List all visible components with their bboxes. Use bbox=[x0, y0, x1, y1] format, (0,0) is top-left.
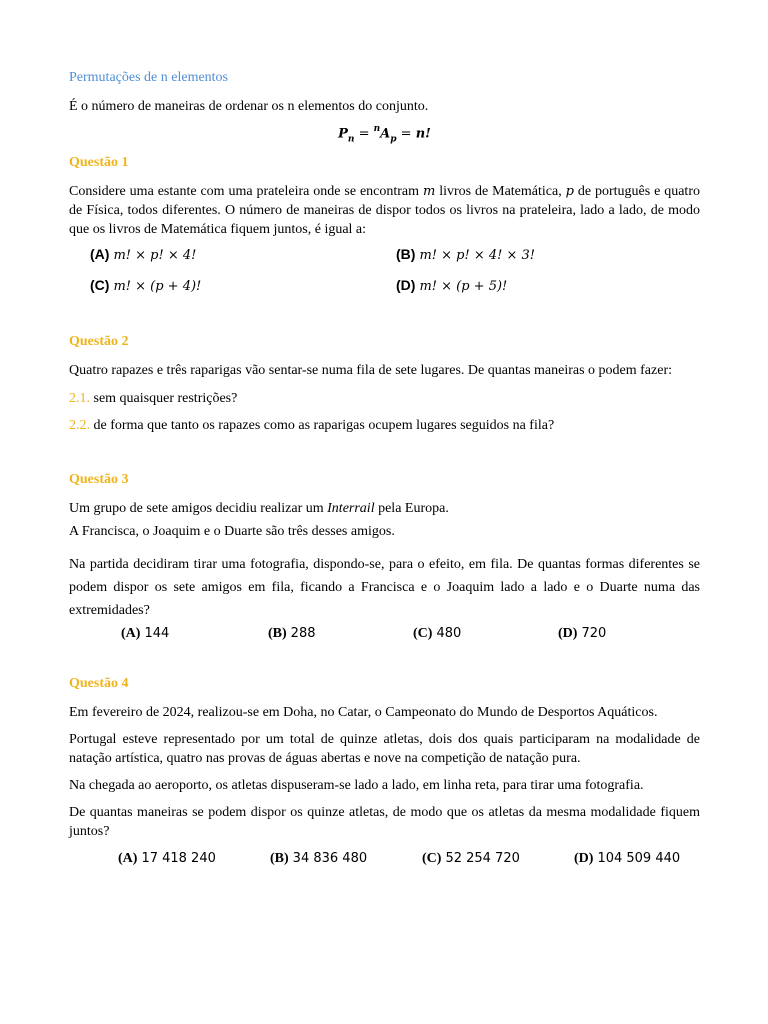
question-3-line-1 bbox=[69, 499, 449, 518]
option-label: (A) bbox=[121, 626, 141, 641]
q3-option-b[interactable] bbox=[268, 624, 316, 642]
q4-option-a[interactable] bbox=[118, 849, 216, 867]
option-label: (D) bbox=[558, 626, 578, 641]
option-label: (B) bbox=[396, 246, 416, 262]
option-value: 17 418 240 bbox=[141, 851, 216, 866]
option-value: 104 509 440 bbox=[597, 851, 681, 866]
item-number: 2.2. bbox=[69, 418, 90, 433]
q4-option-b[interactable] bbox=[270, 849, 367, 867]
q3-option-c[interactable] bbox=[413, 624, 461, 642]
question-1-title: Questão 1 bbox=[69, 155, 129, 170]
formula-a: A bbox=[380, 126, 391, 142]
option-label: (D) bbox=[574, 851, 594, 866]
formula-eq1: = bbox=[354, 126, 374, 142]
var-m: m bbox=[422, 184, 436, 199]
option-label: (C) bbox=[413, 626, 433, 641]
question-3-paragraph: Na partida decidiram tirar uma fotografia, dispondo-se, para o efeito, em fila. De quantas formas diferentes se podem dispor os sete amigos em fila, ficando a Francisca e o Joaquim lado a lado e o Duarte numa das extremidades? bbox=[69, 557, 700, 618]
option-label: (B) bbox=[270, 851, 289, 866]
option-expr: m! × p! × 4! bbox=[113, 248, 197, 263]
option-label: (D) bbox=[396, 277, 416, 293]
option-value: 480 bbox=[436, 626, 462, 641]
var-p: p bbox=[565, 184, 574, 199]
item-number: 2.1. bbox=[69, 391, 90, 406]
option-value: 34 836 480 bbox=[292, 851, 368, 866]
option-value: 288 bbox=[290, 626, 316, 641]
formula-p: P bbox=[338, 126, 348, 142]
question-2-text: Quatro rapazes e três raparigas vão sentar-se numa fila de sete lugares. De quantas maneiras o podem fazer: bbox=[69, 363, 673, 378]
option-expr: m! × (p + 5)! bbox=[419, 279, 508, 294]
formula-p-sub: n bbox=[347, 134, 355, 145]
option-label: (B) bbox=[268, 626, 287, 641]
option-expr: m! × (p + 4)! bbox=[113, 279, 202, 294]
question-1-text bbox=[69, 182, 700, 239]
option-label: (A) bbox=[118, 851, 138, 866]
question-2-item-2 bbox=[69, 416, 554, 435]
question-4-p1: Em fevereiro de 2024, realizou-se em Doha, no Catar, o Campeonato do Mundo de Desportos Aquáticos. bbox=[69, 705, 658, 720]
q1-option-c[interactable] bbox=[90, 277, 201, 295]
option-value: 144 bbox=[144, 626, 170, 641]
q4-option-c[interactable] bbox=[422, 849, 520, 867]
option-label: (A) bbox=[90, 246, 110, 262]
q1-option-a[interactable] bbox=[90, 246, 196, 264]
question-2-item-1 bbox=[69, 389, 237, 408]
q1-option-b[interactable] bbox=[396, 246, 535, 264]
formula-a-sup: n bbox=[373, 124, 381, 134]
q1-text-b: livros de Matemática, bbox=[435, 184, 566, 199]
question-3-title: Questão 3 bbox=[69, 472, 129, 487]
q1-text-a: Considere uma estante com uma prateleira onde se encontram bbox=[69, 184, 423, 199]
q1-option-d[interactable] bbox=[396, 277, 507, 295]
question-4-p3: Na chegada ao aeroporto, os atletas dispuseram-se lado a lado, em linha reta, para tirar uma fotografia. bbox=[69, 778, 644, 793]
q3-line1-b: pela Europa. bbox=[374, 501, 449, 516]
formula-rhs: n! bbox=[415, 126, 431, 142]
section-title: Permutações de n elementos bbox=[69, 70, 229, 85]
q1-text-c: de português e quatro de Física, todos diferentes. O número de maneiras de dispor todos os livros na prateleira, lado a lado, de modo que os livros de Matemática fiquem juntos, é igual a: bbox=[69, 184, 700, 237]
option-label: (C) bbox=[90, 277, 110, 293]
q4-option-d[interactable] bbox=[574, 849, 680, 867]
permutation-formula bbox=[69, 124, 700, 145]
question-4-p4: De quantas maneiras se podem dispor os quinze atletas, de modo que os atletas da mesma modalidade fiquem juntos? bbox=[69, 805, 700, 839]
question-2-title: Questão 2 bbox=[69, 334, 129, 349]
formula-a-sub: p bbox=[390, 134, 397, 145]
q3-line1-a: Um grupo de sete amigos decidiu realizar um bbox=[69, 501, 328, 516]
option-value: 720 bbox=[581, 626, 607, 641]
option-expr: m! × p! × 4! × 3! bbox=[419, 248, 535, 263]
item-text: sem quaisquer restrições? bbox=[93, 391, 238, 406]
q3-option-d[interactable] bbox=[558, 624, 606, 642]
item-text: de forma que tanto os rapazes como as raparigas ocupem lugares seguidos na fila? bbox=[93, 418, 555, 433]
formula-eq2: = bbox=[396, 126, 416, 142]
question-4-title: Questão 4 bbox=[69, 676, 129, 691]
q3-option-a[interactable] bbox=[121, 624, 169, 642]
option-value: 52 254 720 bbox=[445, 851, 520, 866]
option-label: (C) bbox=[422, 851, 442, 866]
question-4-p2: Portugal esteve representado por um total de quinze atletas, dois dos quais participaram na modalidade de natação artística, quatro nas provas de águas abertas e nove na competição de natação pura. bbox=[69, 732, 700, 766]
interrail-text: Interrail bbox=[327, 501, 375, 516]
question-3-line-2: A Francisca, o Joaquim e o Duarte são três desses amigos. bbox=[69, 524, 395, 539]
definition-text: É o número de maneiras de ordenar os n elementos do conjunto. bbox=[69, 99, 429, 114]
